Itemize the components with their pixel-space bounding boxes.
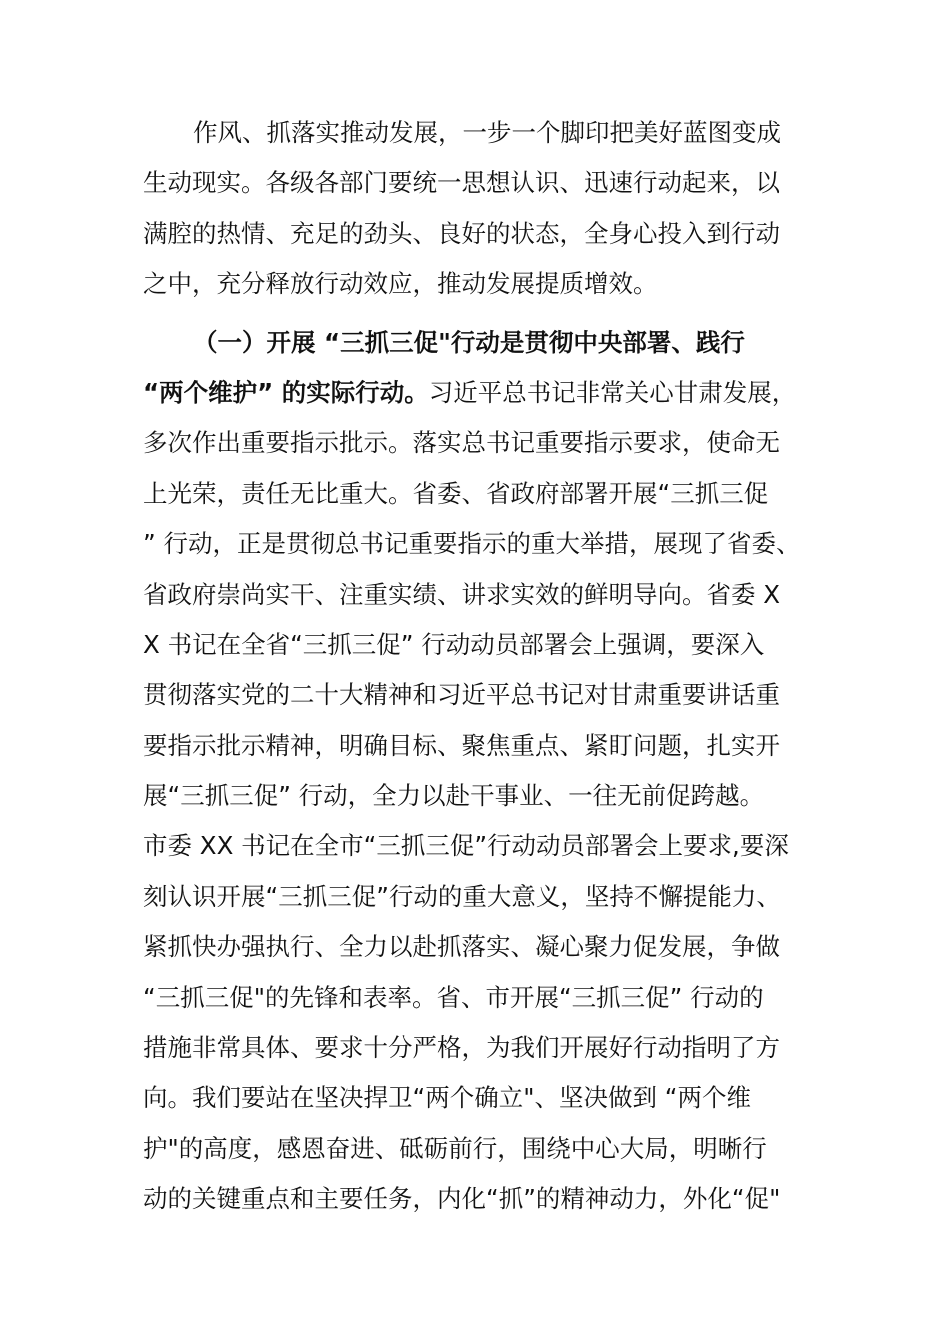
text-line-mixed [143, 368, 843, 418]
text-line: 生动现实。各级各部门要统一思想认识、迅速行动起来，以 [143, 168, 780, 198]
text-line: “三抓三促"的先锋和表率。省、市开展“三抓三促” 行动的 [143, 982, 764, 1012]
text-line-rest: 习近平总书记非常关心甘肃发展， [428, 377, 797, 407]
paragraph-gap [143, 310, 843, 318]
section-heading: （一）开展 “三抓三促"行动是贯彻中央部署、践行 [193, 327, 745, 357]
text-line: 满腔的热情、充足的劲头、良好的状态，全身心投入到行动 [143, 218, 780, 248]
text-line: 要指示批示精神，明确目标、聚焦重点、紧盯问题，扎实开 [143, 730, 780, 760]
text-line: 刻认识开展“三抓三促”行动的重大意义，坚持不懈提能力、 [143, 881, 781, 911]
text-line: ” 行动，正是贯彻总书记重要指示的重大举措，展现了省委、 [143, 529, 801, 559]
section-heading-continued: “两个维护” 的实际行动。 [143, 377, 429, 407]
paragraph-2 [143, 318, 843, 1225]
paragraph-1 [143, 108, 843, 310]
text-line: 展“三抓三促” 行动，全力以赴干事业、一往无前促跨越。 [143, 781, 765, 811]
text-line: 向。我们要站在坚决捍卫“两个确立"、坚决做到 “两个维 [143, 1083, 751, 1113]
text-line: X 书记在全省“三抓三促” 行动动员部署会上强调，要深入 [143, 629, 765, 659]
text-line: 措施非常具体、要求十分严格，为我们开展好行动指明了方 [143, 1033, 780, 1063]
text-line: 上光荣，责任无比重大。省委、省政府部署开展“三抓三促 [143, 478, 769, 508]
text-line: 护"的高度，感恩奋进、砥砺前行，围绕中心大局，明晰行 [143, 1133, 767, 1163]
text-line: 市委 XX 书记在全市“三抓三促”行动动员部署会上要求,要深 [143, 831, 789, 861]
text-line: 动的关键重点和主要任务，内化“抓”的精神动力，外化“促" [143, 1184, 781, 1214]
text-line: 作风、抓落实推动发展，一步一个脚印把美好蓝图变成 [193, 118, 781, 147]
text-line: 之中，充分释放行动效应，推动发展提质增效。 [143, 269, 658, 299]
text-line: 省政府崇尚实干、注重实绩、讲求实效的鲜明导向。省委 X [143, 579, 781, 609]
text-line: 多次作出重要指示批示。落实总书记重要指示要求，使命无 [143, 428, 780, 458]
body-text [143, 108, 843, 1225]
text-line: 贯彻落实党的二十大精神和习近平总书记对甘肃重要讲话重 [143, 680, 780, 710]
text-line: 紧抓快办强执行、全力以赴抓落实、凝心聚力促发展，争做 [143, 932, 780, 962]
